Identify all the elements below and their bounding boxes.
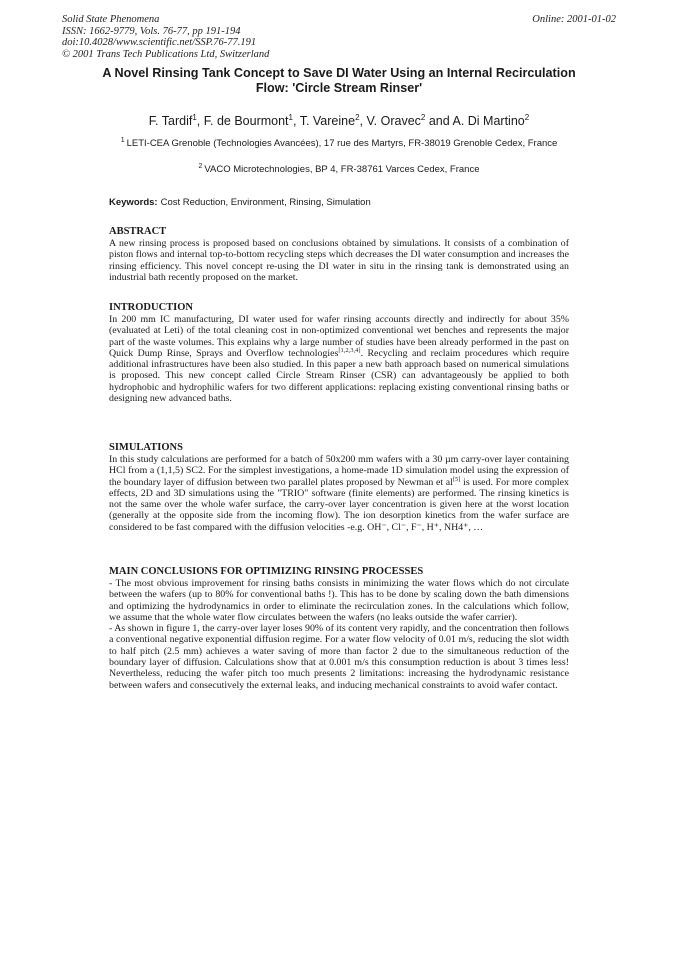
affiliation-text: VACO Microtechnologies, BP 4, FR-38761 Varces Cedex, France <box>204 164 480 175</box>
conclusions-paragraph-2: - As shown in figure 1, the carry-over layer loses 90% of its content very rapidly, and the concentration then follows a conventional negative exponential diffusion regime. For a water flow velocity of 0.01 m/s, reducing the slot width to half pitch (2.5 mm) achieves a water saving of more than factor 2 due to the simultaneous reduction of the boundary layer of diffusion. Calculations show that at 0.001 m/s this consumption reduction is about 3 times less! Nevertheless, reducing the wafer pitch too much presents 2 limitations: increasing the hydrodynamic resistance between wafers and consecutively the external leaks, and inducing mechanical constraints to avoid wafer contact. <box>109 623 569 691</box>
journal-copyright: © 2001 Trans Tech Publications Ltd, Switzerland <box>62 48 270 60</box>
conclusions-paragraph-1: - The most obvious improvement for rinsing baths consists in minimizing the water flows which do not circulate between the wafers (up to 80% for conventional baths !). This has to be done by scaling down the bath dimensions and optimizing the hydrodynamics in order to eliminate the recirculation zones. In the calculations which follow, we assume that the whole water flow circulates between the wafers (no leaks outside the wafer carrier). <box>109 578 569 623</box>
author-list: F. Tardif$^1$, F. de Bourmont$^1$, T. Vareine$^2$, V. Oravec$^2$ and A. Di Martino$^2$ <box>148 113 530 128</box>
conclusions-section <box>109 566 569 691</box>
affiliation-text: LETI-CEA Grenoble (Technologies Avancées), 17 rue des Martyrs, FR-38019 Grenoble Cedex, France <box>126 138 558 149</box>
journal-name: Solid State Phenomena <box>62 14 160 25</box>
affiliation-mark: 1 <box>120 137 125 144</box>
affiliation-2 <box>100 163 578 176</box>
abstract-heading: ABSTRACT <box>109 226 167 237</box>
introduction-section <box>109 302 569 404</box>
journal-issn: ISSN: 1662-9779, Vols. 76-77, pp 191-194 <box>62 25 241 37</box>
journal-doi[interactable]: doi:10.4028/www.scientific.net/SSP.76-77.191 <box>62 37 257 48</box>
citation-ref: [5] <box>452 475 461 483</box>
simulations-heading: SIMULATIONS <box>109 442 183 453</box>
simulations-section <box>109 442 569 533</box>
conclusions-text <box>109 578 569 691</box>
abstract-text: A new rinsing process is proposed based on conclusions obtained by simulations. It consists of a combination of piston flows and internal top-to-bottom recycling steps which decreases the DI water consumption and increases the rinsing efficiency. This novel concept re-using the DI water in situ in the rinsing tank is demonstrated using an industrial bath recently proposed on the market. <box>109 238 569 283</box>
citation-ref: [1,2,3,4] <box>338 346 361 354</box>
author-name: F. Tardif <box>148 114 193 128</box>
author-name: T. Vareine <box>299 114 356 128</box>
affiliation-1 <box>100 137 578 150</box>
simulations-text-part: is used. For more complex effects, 2D and 3D simulations using the "TRIO" software (finite elements) are performed. The rinsing kinetics is not the same over the whole wafer surface, the carry-over layer concentration is given here at the worst location (generally at the opposite side from the incoming flow). The ion desorption kinetics from the wafer surface are considered to be fast compared with the diffusion velocities -e.g. OH⁻, Cl⁻, F⁻, H⁺, NH4⁺, … <box>109 476 569 533</box>
keywords <box>109 196 569 209</box>
introduction-text-part: . Recycling and reclaim procedures which require additional infrastructures have been also studied. In this paper a new bath approach based on numerical simulations is proposed. This new concept called Circle Stream Rinser (CSR) can advantageously be applied to both hydrophobic and hydrophilic wafers for two different applications: replacing existing conventional rinsing baths or designing new advanced baths. <box>109 347 569 405</box>
author-affiliation-mark: 2 <box>355 113 360 122</box>
introduction-text <box>109 314 569 404</box>
simulations-text-part: In this study calculations are performed for a batch of 50x200 mm wafers with a 30 µm carry-over layer containing HCl from a (1,1,5) SC2. For the simplest investigations, a home-made 1D simulation model using the expression of the boundary layer of diffusion between two parallel plates proposed by Newman et al <box>109 454 569 488</box>
author-name: F. de Bourmont <box>203 114 289 128</box>
author-affiliation-mark: 2 <box>524 113 530 122</box>
introduction-heading: INTRODUCTION <box>109 302 194 313</box>
author-affiliation-mark: 1 <box>288 113 293 122</box>
conclusions-heading: MAIN CONCLUSIONS FOR OPTIMIZING RINSING PROCESSES <box>109 566 424 577</box>
author-affiliation-mark: 1 <box>192 113 197 122</box>
affiliation-mark: 2 <box>198 163 203 170</box>
introduction-text-part: In 200 mm IC manufacturing, DI water used for wafer rinsing accounts directly and indirectly for about 35% (evaluated at Leti) of the total cleaning cost in non-optimized conventional wet benches and represents the major part of the waste volumes. This explains why a large number of studies have been already performed in the past on Quick Dump Rinse, Sprays and Overflow technologies <box>109 314 569 359</box>
author-name: V. Oravec <box>366 114 421 128</box>
author-name: A. Di Martino <box>452 114 525 128</box>
paper-title: A Novel Rinsing Tank Concept to Save DI Water Using an Internal Recirculation Flow: 'Circle Stream Rinser' <box>102 66 576 95</box>
keywords-label: Keywords: <box>109 197 158 208</box>
simulations-text <box>109 454 569 533</box>
abstract-section <box>109 226 569 283</box>
keywords-text: Cost Reduction, Environment, Rinsing, Simulation <box>160 197 371 208</box>
online-date: Online: 2001-01-02 <box>532 14 616 25</box>
author-affiliation-mark: 2 <box>420 113 426 122</box>
journal-header <box>62 14 382 60</box>
